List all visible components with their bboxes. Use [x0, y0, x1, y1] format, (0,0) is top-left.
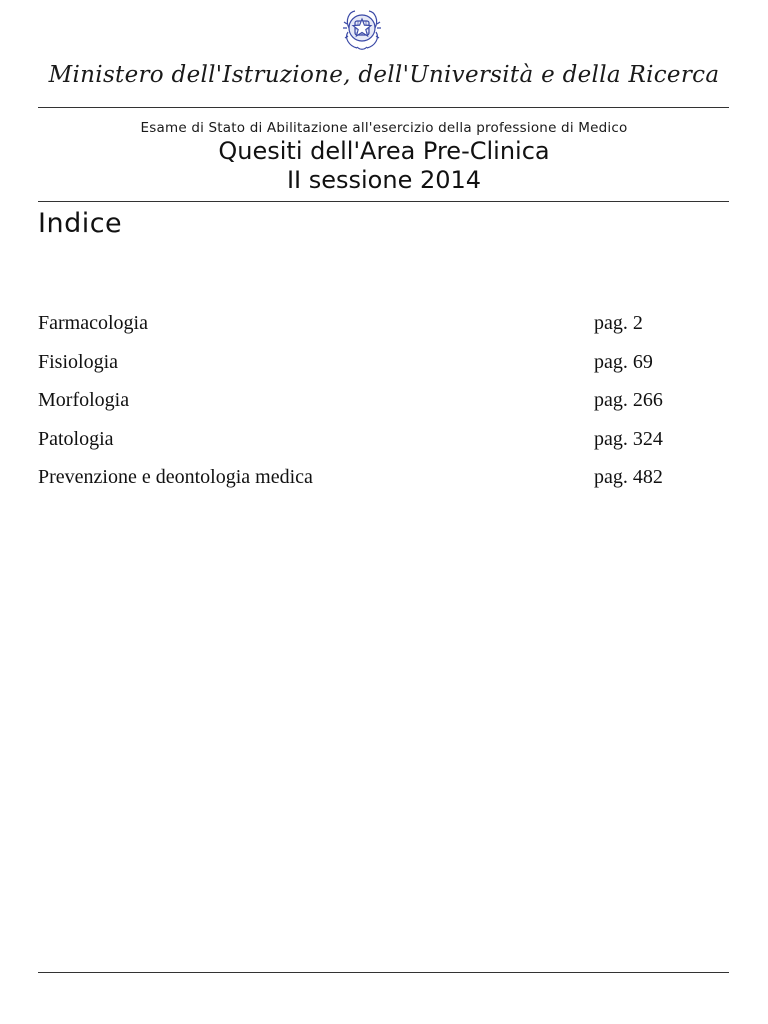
toc-entry-name: Patologia [38, 427, 114, 450]
toc-entry-name: Farmacologia [38, 312, 148, 334]
ministry-name: Ministero dell'Istruzione, dell'Università e della Ricerca [48, 62, 720, 88]
toc-entry-page: pag. 69 [594, 350, 653, 373]
toc-entry-page: pag. 482 [594, 466, 663, 489]
table-of-contents [38, 309, 729, 502]
toc-entry-page: pag. 324 [594, 427, 663, 450]
index-heading: Indice [38, 208, 123, 239]
session-label: II sessione 2014 [286, 166, 482, 194]
header-top-rule [38, 107, 729, 108]
exam-description: Esame di Stato di Abilitazione all'esercizio della professione di Medico [140, 120, 628, 136]
footer-rule [38, 972, 729, 973]
toc-entry-prevenzione [38, 463, 729, 502]
header-bottom-rule [38, 201, 729, 202]
toc-entry-fisiologia [38, 348, 729, 387]
italian-republic-emblem-icon [339, 6, 385, 54]
toc-entry-name: Fisiologia [38, 350, 119, 373]
toc-entry-name: Morfologia [38, 389, 130, 412]
toc-entry-morfologia [38, 386, 729, 425]
toc-entry-page: pag. 2 [594, 312, 643, 334]
toc-entry-patologia [38, 425, 729, 464]
document-title: Quesiti dell'Area Pre-Clinica [218, 137, 550, 165]
toc-entry-name: Prevenzione e deontologia medica [38, 466, 313, 489]
toc-entry-farmacologia [38, 309, 729, 348]
toc-entry-page: pag. 266 [594, 389, 663, 412]
